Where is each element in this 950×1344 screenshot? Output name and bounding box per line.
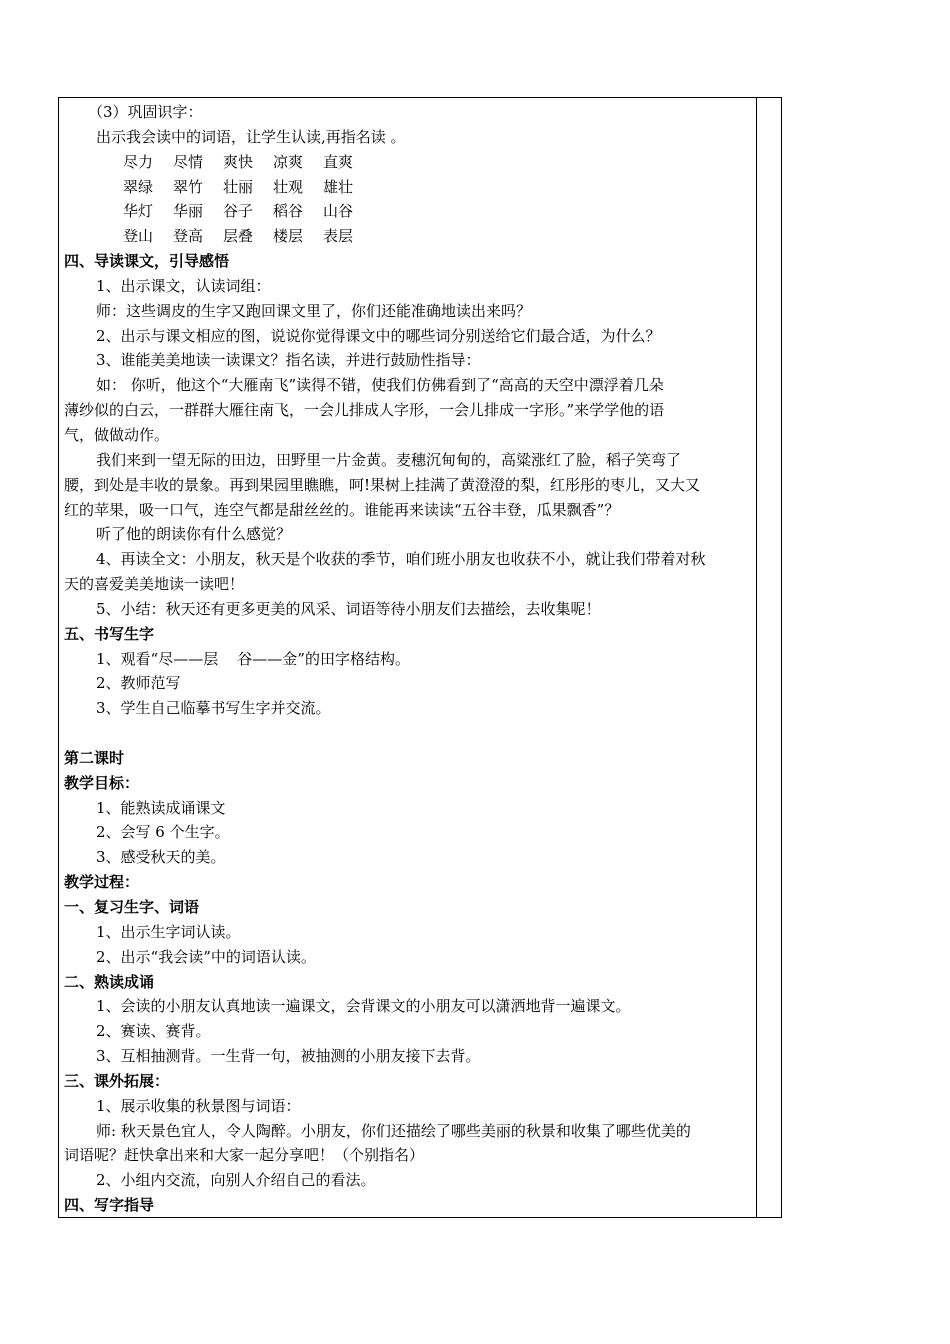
word: 爽快 (223, 152, 254, 171)
step-item: 3、谁能美美地读一读课文？指名读，并进行鼓励性指导： (96, 351, 481, 370)
step-item: 1、出示课文，认读词组： (96, 276, 271, 295)
word: 尽情 (173, 152, 204, 171)
step-item: 4、再读全文：小朋友，秋天是个收获的季节，咱们班小朋友也收获不小，就让我们带着对秋 (96, 550, 706, 569)
word: 尽力 (123, 152, 154, 171)
goals-heading: 教学目标： (64, 773, 140, 792)
word: 稻谷 (273, 202, 304, 221)
step-item: 3、互相抽测背。一生背一句，被抽测的小朋友接下去背。 (96, 1047, 481, 1066)
word: 华灯 (123, 202, 154, 221)
question-line: 听了他的朗读你有什么感觉？ (96, 525, 292, 544)
word: 表层 (323, 227, 354, 246)
paragraph-line: 红的苹果，吸一口气，连空气都是甜丝丝的。谁能再来读读“五谷丰登，瓜果飘香”？ (64, 500, 620, 519)
consolidate-title: （3）巩固识字： (88, 103, 203, 121)
section-heading: 二、熟读成诵 (64, 972, 155, 991)
paragraph-line: 我们来到一望无际的田边，田野里一片金黄。麦穗沉甸甸的，高粱涨红了脸，稻子笑弯了 (96, 450, 682, 469)
word: 直爽 (323, 152, 354, 171)
teacher-prompt: 师: 秋天景色宜人，令人陶醉。小朋友，你们还描绘了哪些美丽的秋景和收集了哪些优美的 (96, 1121, 691, 1140)
step-item: 2、小组内交流，向别人介绍自己的看法。 (96, 1171, 376, 1190)
column-divider (756, 97, 757, 1218)
process-heading: 教学过程： (64, 873, 140, 892)
word-row (64, 150, 752, 175)
step-item: 2、教师范写 (96, 674, 181, 693)
step-item: 1、会读的小朋友认真地读一遍课文，会背课文的小朋友可以潇洒地背一遍课文。 (96, 997, 631, 1016)
word: 华丽 (173, 202, 204, 221)
step-item: 1、出示生字词认读。 (96, 922, 241, 941)
step-item: 2、出示“我会读”中的词语认读。 (96, 947, 316, 966)
word: 壮观 (273, 177, 304, 196)
word: 层叠 (223, 227, 254, 246)
word: 登高 (173, 227, 204, 246)
goal-item: 2、会写 6 个生字。 (96, 823, 230, 842)
lesson-heading: 第二课时 (64, 748, 125, 767)
section-heading: 三、课外拓展： (64, 1071, 170, 1090)
word: 登山 (123, 227, 154, 246)
blank-line (64, 721, 752, 746)
paragraph-line: 腰，到处是丰收的景象。再到果园里瞧瞧，呵!果树上挂满了黄澄澄的梨，红彤彤的枣儿，又大又 (64, 475, 701, 494)
goal-item: 1、能熟读成诵课文 (96, 798, 226, 817)
step-item-continued: 天的喜爱美美地读一读吧！ (64, 575, 245, 594)
example-line: 如： 你听，他这个“大雁南飞”读得不错，使我们仿佛看到了“高高的天空中漂浮着几朵 (96, 376, 664, 395)
word: 凉爽 (273, 152, 304, 171)
consolidate-desc: 出示我会读中的词语，让学生认读,再指名读 。 (96, 127, 406, 146)
word: 雄壮 (323, 177, 354, 196)
example-line: 薄纱似的白云，一群群大雁往南飞，一会儿排成人字形，一会儿排成一字形。”来学学他的语 (64, 401, 665, 420)
word-row (64, 175, 752, 200)
step-item: 1、观看“尽——层 谷——金”的田字格结构。 (96, 649, 410, 668)
teacher-prompt: 师：这些调皮的生字又跑回课文里了，你们还能准确地读出来吗？ (96, 301, 532, 320)
teacher-prompt-continued: 词语呢？赶快拿出来和大家一起分享吧！（个别指名） (64, 1146, 425, 1165)
step-item: 3、学生自己临摹书写生字并交流。 (96, 699, 331, 718)
lesson-plan-content (64, 100, 752, 1218)
word-row (64, 224, 752, 249)
word: 谷子 (223, 202, 254, 221)
goal-item: 3、感受秋天的美。 (96, 848, 226, 867)
step-item: 2、赛读、赛背。 (96, 1022, 211, 1041)
section-heading: 四、写字指导 (64, 1196, 155, 1215)
word: 山谷 (323, 202, 354, 221)
step-item: 1、展示收集的秋景图与词语： (96, 1096, 301, 1115)
section-heading: 五、书写生字 (64, 624, 155, 643)
step-item: 5、小结：秋天还有更多更美的风采、词语等待小朋友们去描绘，去收集呢！ (96, 599, 601, 618)
section-heading: 四、导读课文，引导感悟 (64, 252, 230, 271)
section-heading: 一、复习生字、词语 (64, 898, 200, 916)
example-line: 气，做做动作。 (64, 425, 170, 444)
step-item: 2、出示与课文相应的图，说说你觉得课文中的哪些词分别送给它们最合适，为什么？ (96, 326, 661, 345)
word: 翠绿 (123, 177, 154, 196)
word: 楼层 (273, 227, 304, 246)
word-row (64, 199, 752, 224)
word: 翠竹 (173, 177, 204, 196)
word: 壮丽 (223, 177, 254, 196)
